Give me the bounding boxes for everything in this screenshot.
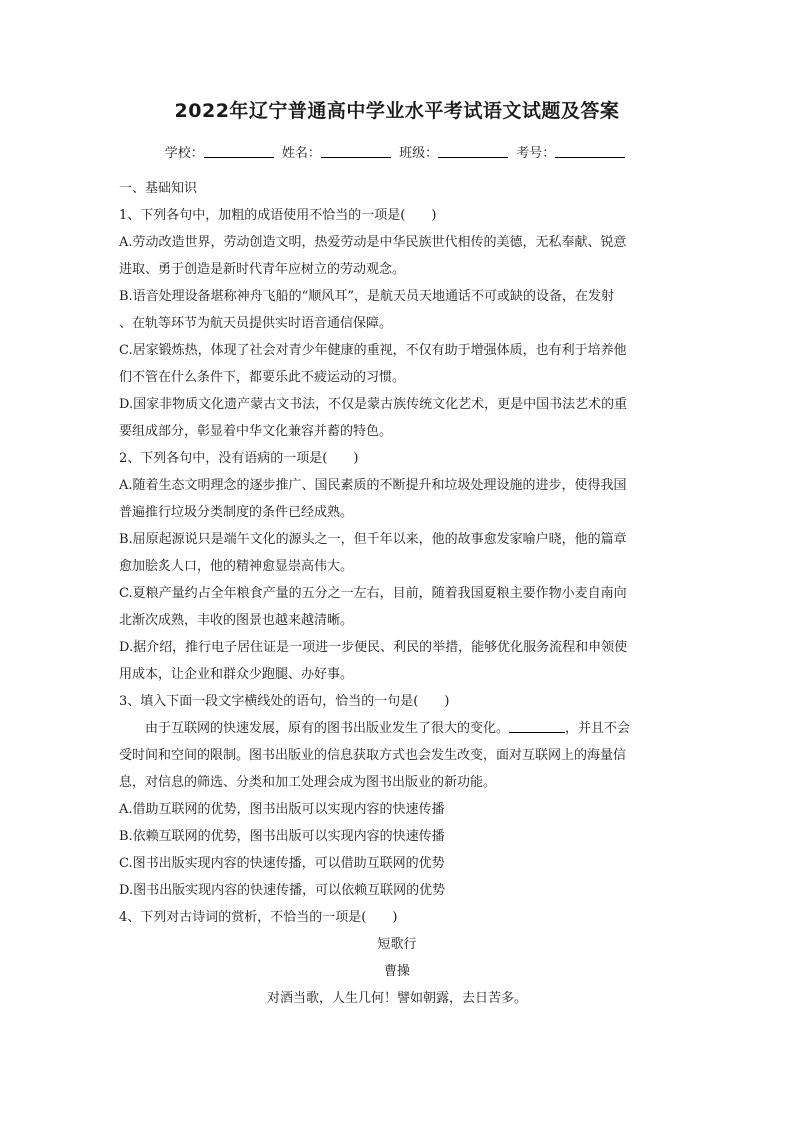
q1-option-d-line1: D.国家非物质文化遗产蒙古文书法，不仅是蒙古族传统文化艺术，更是中国书法艺术的重 [119,397,628,412]
q3-option-d: D.图书出版实现内容的快速传播，可以依赖互联网的优势 [119,883,446,898]
class-blank[interactable] [438,157,508,158]
q1-option-b-line2: 、在轨等环节为航天员提供实时语音通信保障。 [119,316,393,331]
poem-author: 曹操 [383,964,410,979]
q3-passage-line2: 受时间和空间的限制。图书出版业的信息获取方式也会发生改变，面对互联网上的海量信 [119,748,627,763]
name-label: 姓名： [281,146,321,161]
q3-passage-post: ，并且不会 [565,721,631,736]
school-label: 学校： [164,146,204,161]
q1-option-d-line2: 要组成部分，彰显着中华文化兼容并蓄的特色。 [119,424,393,439]
q2-option-c-line1: C.夏粮产量约占全年粮食产量的五分之一左右，目前，随着我国夏粮主要作物小麦自南向 [119,586,627,601]
q1-option-c-line1: C.居家锻炼热，体现了社会对青少年健康的重视，不仅有助于增强体质，也有利于培养他 [119,343,627,358]
q2-stem: 2、下列各句中，没有语病的一项是( ) [119,451,359,466]
q3-fill-blank [509,718,565,733]
class-label: 班级： [399,146,439,161]
q2-option-b-line2: 愈加脍炙人口，他的精神愈显崇高伟大。 [119,559,354,574]
q3-passage-pre: 由于互联网的快速发展，原有的图书出版业发生了很大的变化。 [145,721,510,736]
q3-option-b: B.依赖互联网的优势，图书出版可以实现内容的快速传播 [119,829,445,844]
q3-option-c: C.图书出版实现内容的快速传播，可以借助互联网的优势 [119,856,445,871]
q3-passage-line3: 息，对信息的筛选、分类和加工处理会成为图书出版业的新功能。 [119,775,497,790]
poem-line-1: 对酒当歌，人生几何！譬如朝露，去日苦多。 [266,991,527,1006]
q2-option-a-line1: A.随着生态文明理念的逐步推广、国民素质的不断提升和垃圾处理设施的进步，使得我国 [119,478,627,493]
exam-number-blank[interactable] [555,157,625,158]
q3-passage-line1 [119,715,675,742]
poem-title: 短歌行 [377,937,417,952]
q1-stem: 1、下列各句中，加粗的成语使用不恰当的一项是( ) [119,208,437,223]
section-heading: 一、基础知识 [119,181,198,196]
q2-option-c-line2: 北渐次成熟，丰收的图景也越来越清晰。 [119,613,354,628]
q2-option-b-line1: B.屈原起源说只是端午文化的源头之一，但千年以来，他的故事愈发家喻户晓，他的篇章 [119,532,627,547]
q3-stem: 3、填入下面一段文字横线处的语句，恰当的一句是( ) [119,694,450,709]
q1-option-a-line2: 进取、勇于创造是新时代青年应树立的劳动观念。 [119,262,406,277]
q1-option-c-line2: 们不管在什么条件下，都要乐此不疲运动的习惯。 [119,370,406,385]
q3-option-a: A.借助互联网的优势，图书出版可以实现内容的快速传播 [119,802,445,817]
student-info-line [0,142,794,161]
school-blank[interactable] [204,157,274,158]
doc-title: 2022年辽宁普通高中学业水平考试语文试题及答案 [174,100,620,122]
exam-number-label: 考号： [516,146,556,161]
name-blank[interactable] [321,157,391,158]
q2-option-d-line2: 用成本，让企业和群众少跑腿、办好事。 [119,667,354,682]
q1-option-a-line1: A.劳动改造世界，劳动创造文明，热爱劳动是中华民族世代相传的美德，无私奉献、锐意 [119,235,627,250]
q2-option-d-line1: D.据介绍，推行电子居住证是一项进一步便民、利民的举措，能够优化服务流程和申领使 [119,640,628,655]
q4-stem: 4、下列对古诗词的赏析，不恰当的一项是( ) [119,910,398,925]
exam-content [119,175,675,1012]
q1-option-b-line1: B.语音处理设备堪称神舟飞船的“顺风耳”，是航天员天地通话不可或缺的设备，在发射 [119,289,614,304]
q2-option-a-line2: 普遍推行垃圾分类制度的条件已经成熟。 [119,505,354,520]
